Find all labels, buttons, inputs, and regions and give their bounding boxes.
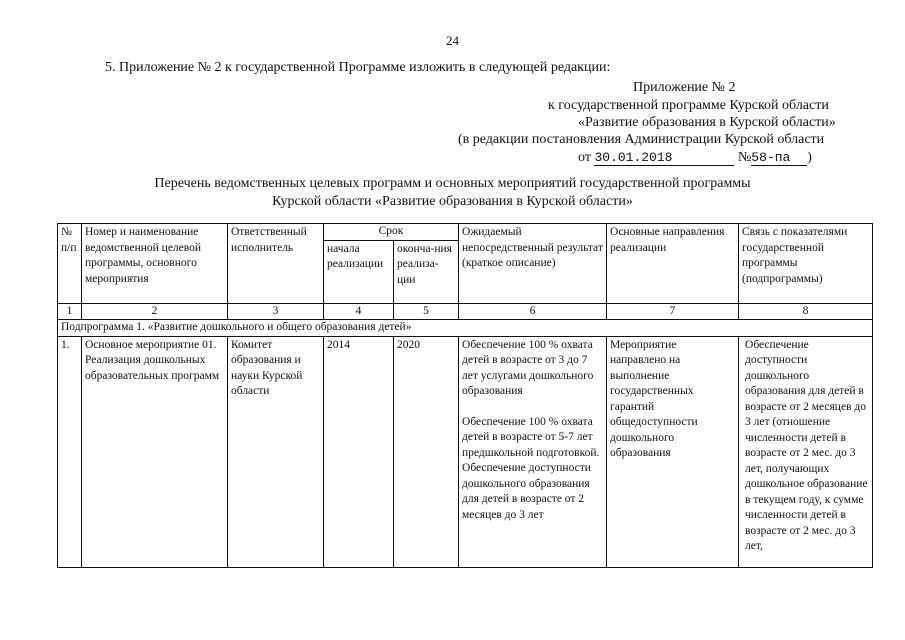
row-start: 2014 [324, 336, 394, 567]
row-end: 2020 [394, 336, 459, 567]
number-label: № [737, 150, 752, 165]
index-cell: 8 [739, 303, 873, 320]
programs-table [57, 223, 873, 568]
index-cell: 1 [58, 303, 82, 320]
header-row [58, 224, 873, 241]
row-num: 1. [58, 336, 82, 567]
table-row [58, 336, 873, 567]
header-directions: Основные направления реализации [607, 224, 739, 304]
header-name: Номер и наименование ведомственной целевой программы, основного мероприятия [82, 224, 228, 304]
closing-paren: ) [807, 150, 812, 165]
header-start: начала реализации [324, 240, 394, 303]
appendix-heading: Приложение № 2 [633, 80, 736, 95]
document-title-line-1: Перечень ведомственных целевых программ и основных мероприятий государственной программы [154, 176, 751, 191]
result-item: Обеспечение 100 % охвата детей в возрасте от 3 до 7 лет услугами дошкольного образования [462, 338, 594, 398]
appendix-date-line [578, 150, 812, 166]
header-num: № п/п [58, 224, 82, 304]
intro-paragraph: 5. Приложение № 2 к государственной Программе изложить в следующей редакции: [105, 60, 611, 75]
column-index-row [58, 303, 873, 320]
row-result [459, 336, 607, 567]
subprogram-title: Подпрограмма 1. «Развитие дошкольного и общего образования детей» [58, 320, 873, 337]
header-responsible: Ответственный исполнитель [228, 224, 324, 304]
row-responsible: Комитет образования и науки Курской области [228, 336, 324, 567]
appendix-line-program-name: «Развитие образования в Курской области» [578, 115, 836, 130]
decree-date: 30.01.2018 [594, 150, 734, 166]
index-cell: 4 [324, 303, 394, 320]
index-cell: 3 [228, 303, 324, 320]
subprogram-row [58, 320, 873, 337]
header-end: оконча-ния реализа-ции [394, 240, 459, 303]
row-link: Обеспечение доступности дошкольного образования для детей в возрасте от 2 месяцев до 3 лет (отношение численности детей в возрасте от 2 мес. до 3 лет, получающих дошкольное образование в текущем году, к сумме численности детей в возрасте от 2 мес. до 3 лет, [739, 336, 873, 567]
page-number: 24 [446, 33, 459, 48]
index-cell: 7 [607, 303, 739, 320]
document-title-line-2: Курской области «Развитие образования в Курской области» [272, 194, 633, 209]
index-cell: 6 [459, 303, 607, 320]
result-item: Обеспечение 100 % охвата детей в возрасте от 5-7 лет предшкольной подготовкой. [462, 415, 600, 459]
appendix-line-program: к государственной программе Курской области [548, 98, 829, 113]
decree-number: 58-па [751, 150, 807, 166]
from-label: от [578, 150, 591, 165]
result-item: Обеспечение доступности дошкольного образования для детей в возрасте от 2 месяцев до 3 лет [462, 462, 591, 521]
index-cell: 5 [394, 303, 459, 320]
index-cell: 2 [82, 303, 228, 320]
appendix-line-edition: (в редакции постановления Администрации Курской области [458, 132, 825, 147]
header-link: Связь с показателями государственной программы (подпрограммы) [739, 224, 873, 304]
row-name: Основное мероприятие 01. Реализация дошкольных образовательных программ [82, 336, 228, 567]
header-result: Ожидаемый непосредственный результат (краткое описание) [459, 224, 607, 304]
row-directions: Мероприятие направлено на выполнение государственных гарантий общедоступности дошкольного образования [607, 336, 739, 567]
header-term: Срок [324, 224, 459, 241]
